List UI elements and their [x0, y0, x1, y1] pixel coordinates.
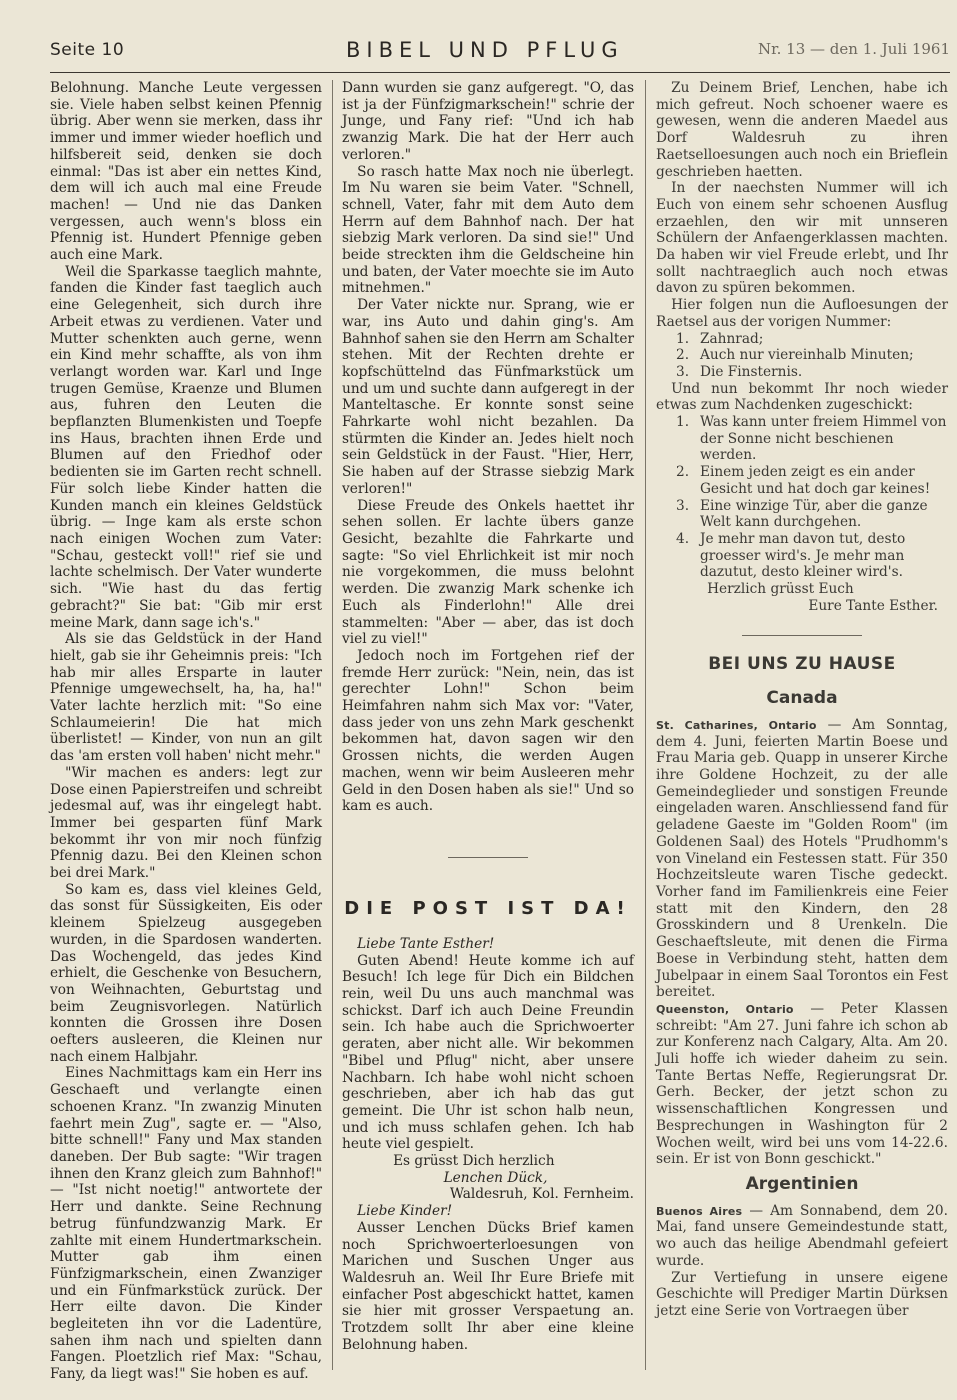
list-item: 3. Eine winzige Tür, aber die ganze Welt kann durchgehen.: [676, 497, 928, 531]
letter-salutation: Liebe Kinder!: [357, 1203, 453, 1220]
section-divider: [742, 635, 862, 636]
paragraph: Hier folgen nun die Aufloesungen der Raetsel aus der vorigen Nummer:: [656, 297, 948, 330]
header-rule: [50, 72, 950, 73]
answer-list: [656, 331, 948, 381]
greeting: Herzlich grüsst Euch: [707, 581, 854, 598]
paragraph: Und nun bekommt Ihr noch wieder etwas zum Nachdenken zugeschickt:: [656, 380, 948, 414]
letter-place: Waldesruh, Kol. Fernheim.: [449, 1186, 634, 1203]
paragraph: Dann wurden sie ganz aufgeregt. "O, das ist ja der Fünfzigmarkschein!" schrie der Junge, und Fany rief: "Und ich hab zwanzig Mark. Die hat der Herr auch verloren.": [342, 80, 634, 163]
column-2: [342, 80, 634, 1353]
issue-date: Nr. 13 — den 1. Juli 1961: [757, 40, 950, 58]
newspaper-title: BIBEL UND PFLUG: [346, 38, 624, 62]
news-item: Queenston, Ontario — Peter Klassen schreibt: "Am 27. Juni fahre ich schon ab zur Konferenz nach Calgary, Alta. Am 20. Juli hoffe ich wieder daheim zu sein. Tante Bertas Neffe, Regierungsrat Dr. Gerh. Becker, der jetzt schon zu wissenschaftlichen Kongressen und Besprechungen in Washington für 2 Wochen weilt, wird bei uns vom 14-22.6. sein. Er ist von Bonn geschickt.": [656, 1000, 948, 1168]
list-item: 3. Die Finsternis.: [676, 363, 803, 380]
letter-body: Ausser Lenchen Dücks Brief kamen noch Sprichwoerterloesungen von Marichen und Suschen Unger aus Waldesruh an. Weil Ihr Eure Briefe mit einfacher Post abgeschickt hattet, kamen sie hier mit grosser Verspaetung an. Trotzdem sollt Ihr aber eine kleine Belohnung haben.: [342, 1219, 634, 1353]
column-separator: [645, 80, 646, 1370]
news-place: Buenos Aires: [656, 1204, 743, 1218]
paragraph: Weil die Sparkasse taeglich mahnte, fanden die Kinder fast taeglich auch eine Gelegenheit, sich durch ihre Arbeit etwas zu verdienen. Vater und Mutter schenkten auch gerne, wenn ein Kind mehr schaffte, als von ihm verlangt worden war. Karl und Inge trugen Gemüse, Kraenze und Blumen aus, fuhren den Leuten die bepflanzten Blumenkisten und Toepfe ins Haus, brachten ihnen Erde und Blumen auf den Friedhof oder bedienten sie im Garten recht schnell. Für solch liebe Kinder hatten die Kunden manch ein kleines Geldstück übrig. — Inge kam als erste schon nach einigen Wochen zum Vater: "Schau, gesteckt voll!" rief sie und lachte schelmisch. Der Vater wunderte sich. "Wie hast du das fertig gebracht?" Sie bat: "Gib mir erst meine Mark, dann sage ich's.": [50, 263, 322, 631]
news-item: St. Catharines, Ontario — Am Sonntag, dem 4. Juni, feierten Martin Boese und Frau Maria geb. Quapp in unserer Kirche ihre Goldene Hochzeit, zu der alle Gemeindeglieder und sonstigen Freunde eingeladen waren. Anschliessend fand für geladene Gaeste im "Golden Room" (im Goldenen Saal) des Hotels "Prudhomm's von Vineland ein Festessen statt. Für 350 Hochzeitsleute waren Tische gedeckt. Vorher fand im Familienkreis eine Feier statt mit den Kindern, den 28 Grosskindern und 8 Urenkeln. Die Geschaeftsleute, mit denen die Firma Boese in Verbindung steht, hatten dem Jubelpaar in einem Saal Torontos ein Fest bereitet.: [656, 716, 948, 1001]
letter-salutation: Liebe Tante Esther!: [357, 935, 495, 952]
paragraph: Eines Nachmittags kam ein Herr ins Geschaeft und verlangte einen schoenen Kranz. "In zwanzig Minuten faehrt mein Zug", sagte er. — "Also, bitte schnell!" Fany und Max standen daneben. Der Bub sagte: "Wir tragen ihnen den Kranz gleich zum Bahnhof!" — "Ist nicht noetig!" antwortete der Herr und dankte. Seine Rechnung betrug fünfundzwanzig Mark. Er zahlte mit einem Hundertmarkschein. Mutter gab ihm einen Fünfzigmarkschein, einen Zwanziger und ein Fünfmarkstück zurück. Der Herr eilte davon. Die Kinder begleiteten ihn vor die Ladentüre, sahen ihm nach und spielten dann Fangen. Ploetzlich rief Max: "Schau, Fany, da liegt was!" Sie hoben es auf.: [50, 1065, 322, 1383]
paragraph: Jedoch noch im Fortgehen rief der fremde Herr zurück: "Nein, nein, das ist gerechter Lohn!" Schon beim Heimfahren nahm sich Max vor: "Vater, dass jeder von uns zehn Mark geschenkt bekommen hat, davon sagen wir den Grossen nichts, die werden Augen machen, wenn wir beim Ausleeren mehr Geld in den Dosen haben als sie!" Und so kam es auch.: [342, 647, 634, 815]
letter-sender: Lenchen Dück,: [443, 1169, 548, 1186]
paragraph: So rasch hatte Max noch nie überlegt. Im Nu waren sie beim Vater. "Schnell, schnell, Vater, fahr mit dem Auto dem Herrn auf dem Bahnhof nach. Der hat siebzig Mark verloren. Da sind sie!" Und beide streckten ihm die Geldscheine hin und baten, der Vater moechte sie im Auto mitnehmen.": [342, 163, 634, 297]
page-number: Seite 10: [50, 40, 125, 60]
column-3: [656, 80, 948, 1320]
home-heading: BEI UNS ZU HAUSE: [708, 653, 896, 674]
column-separator: [332, 80, 333, 1370]
list-item: 2. Auch nur viereinhalb Minuten;: [676, 347, 914, 364]
paragraph: Der Vater nickte nur. Sprang, wie er war, ins Auto und dahin ging's. Am Bahnhof sahen sie den Herrn am Schalter stehen. Mit der Rechten drehte er kopfschüttelnd das Fünfmarkstück um und um und suchte dann aufgeregt in der Manteltasche. Er konnte sonst seine Fahrkarte wohl nicht bezahlen. Da stürmten die Kinder an. Jedes hielt noch sein Geldstück in der Faust. "Hier, Herr, Sie haben auf der Strasse siebzig Mark verloren!": [342, 297, 634, 497]
page-header: [50, 36, 950, 68]
column-1: [50, 80, 322, 1383]
list-item: 2. Einem jeden zeigt es ein ander Gesicht und hat doch gar keines!: [676, 464, 931, 497]
news-item: Buenos Aires — Am Sonnabend, dem 20. Mai, fand unsere Gemeindestunde statt, wo auch das heilige Abendmahl gefeiert wurde.: [656, 1202, 948, 1269]
paragraph: In der naechsten Nummer will ich Euch von einem sehr schoenen Ausflug erzaehlen, den wir mit unnseren Schülern der Anfaengerklassen machten. Da haben wir viel Freude erlebt, und Ihr sollt nachtraeglich auch noch etwas davon zu spüren bekommen.: [656, 180, 948, 297]
subheading-canada: Canada: [766, 688, 838, 709]
list-item: 1. Zahnrad;: [676, 330, 764, 347]
letter-body: Guten Abend! Heute komme ich auf Besuch! Ich lege für Dich ein Bildchen rein, weil Du uns auch manchmal was schickst. Darf ich auch Deine Freundin sein. Ich habe auch die Sprichwoerter geraten, aber nicht alle. Wir bekommen "Bibel und Pflug" nicht, aber unsere Nachbarn. Ich habe wohl nicht schoen geschrieben, aber ich hab das gut gemeint. Die Uhr ist schon halb neun, und ich muss schlafen gehen. Ich hab heute viel gespielt.: [342, 952, 634, 1153]
section-divider: [448, 857, 528, 858]
news-place: St. Catharines, Ontario: [656, 718, 817, 732]
paragraph: Belohnung. Manche Leute vergessen sie. Viele haben selbst keinen Pfennig übrig. Aber wenn sie merken, dass ihr immer und immer wieder hoeflich und hilfsbereit seid, denken sie doch einmal: "Das ist aber ein nettes Kind, dem will ich auch mal eine Freude machen! — Und nie das Danken vergessen, auch wenn's bloss ein Pfennig ist. Hundert Pfennige geben auch eine Mark.: [50, 80, 322, 264]
post-heading: DIE POST IST DA!: [344, 897, 632, 919]
paragraph: So kam es, dass viel kleines Geld, das sonst für Süssigkeiten, Eis oder kleinem Spielzeug ausgegeben wurden, in die Spardosen wanderten. Das Wochengeld, das jedes Kind erhielt, die Geschenke von Besuchern, von Weihnachten, Geburtstag und beim Zeugnisvorlegen. Natürlich konnten die Grossen ihre Dosen oefters ausleeren, die Kleinen nur nach einem Halbjahr.: [50, 881, 322, 1065]
subheading-argentina: Argentinien: [745, 1173, 859, 1194]
riddle-list: [656, 414, 948, 581]
list-item: 1. Was kann unter freiem Himmel von der Sonne nicht beschienen werden.: [676, 414, 947, 464]
letter-closing: Es grüsst Dich herzlich: [393, 1153, 555, 1170]
paragraph: "Wir machen es anders: legt zur Dose einen Papierstreifen und schreibt jedesmal auf, was ihr eingelegt habt. Immer bei gesparten fünf Mark bekommt ihr von mir noch fünfzig Pfennig dazu. Bei den Kleinen schon bei drei Mark.": [50, 764, 322, 882]
paragraph: Diese Freude des Onkels haettet ihr sehen sollen. Er lachte übers ganze Gesicht, bezahlte die Fahrkarte und sagte: "So viel Ehrlichkeit ist mir noch nie vorgekommen, die muss belohnt werden. Die zwanzig Mark schenke ich Euch als Finderlohn!" Alle drei stammelten: "Aber — aber, das ist doch viel zu viel!": [342, 497, 634, 648]
paragraph: Zur Vertiefung in unsere eigene Geschichte will Prediger Martin Dürksen jetzt eine Serie von Vortraegen über: [656, 1269, 948, 1319]
paragraph: Zu Deinem Brief, Lenchen, habe ich mich gefreut. Noch schoener waere es gewesen, wenn die anderen Maedel aus Dorf Waldesruh zu ihren Raetselloesungen auch noch ein Brieflein geschrieben haetten.: [656, 80, 948, 180]
signature: Eure Tante Esther.: [808, 597, 938, 614]
list-item: 4. Je mehr man davon tut, desto groesser wird's. Je mehr man dazutut, desto kleiner wird's.: [676, 530, 906, 581]
paragraph: Als sie das Geldstück in der Hand hielt, gab sie ihr Geheimnis preis: "Ich hab mir alles Ersparte in lauter Pfennige umgewechselt, ha, ha, ha!" Vater lachte herzlich mit: "So eine Schlaumeierin! Die hat mich überlistet! — Kinder, von nun an gilt das 'am ersten voll haben' nicht mehr.": [50, 631, 322, 765]
news-place: Queenston, Ontario: [656, 1002, 794, 1016]
